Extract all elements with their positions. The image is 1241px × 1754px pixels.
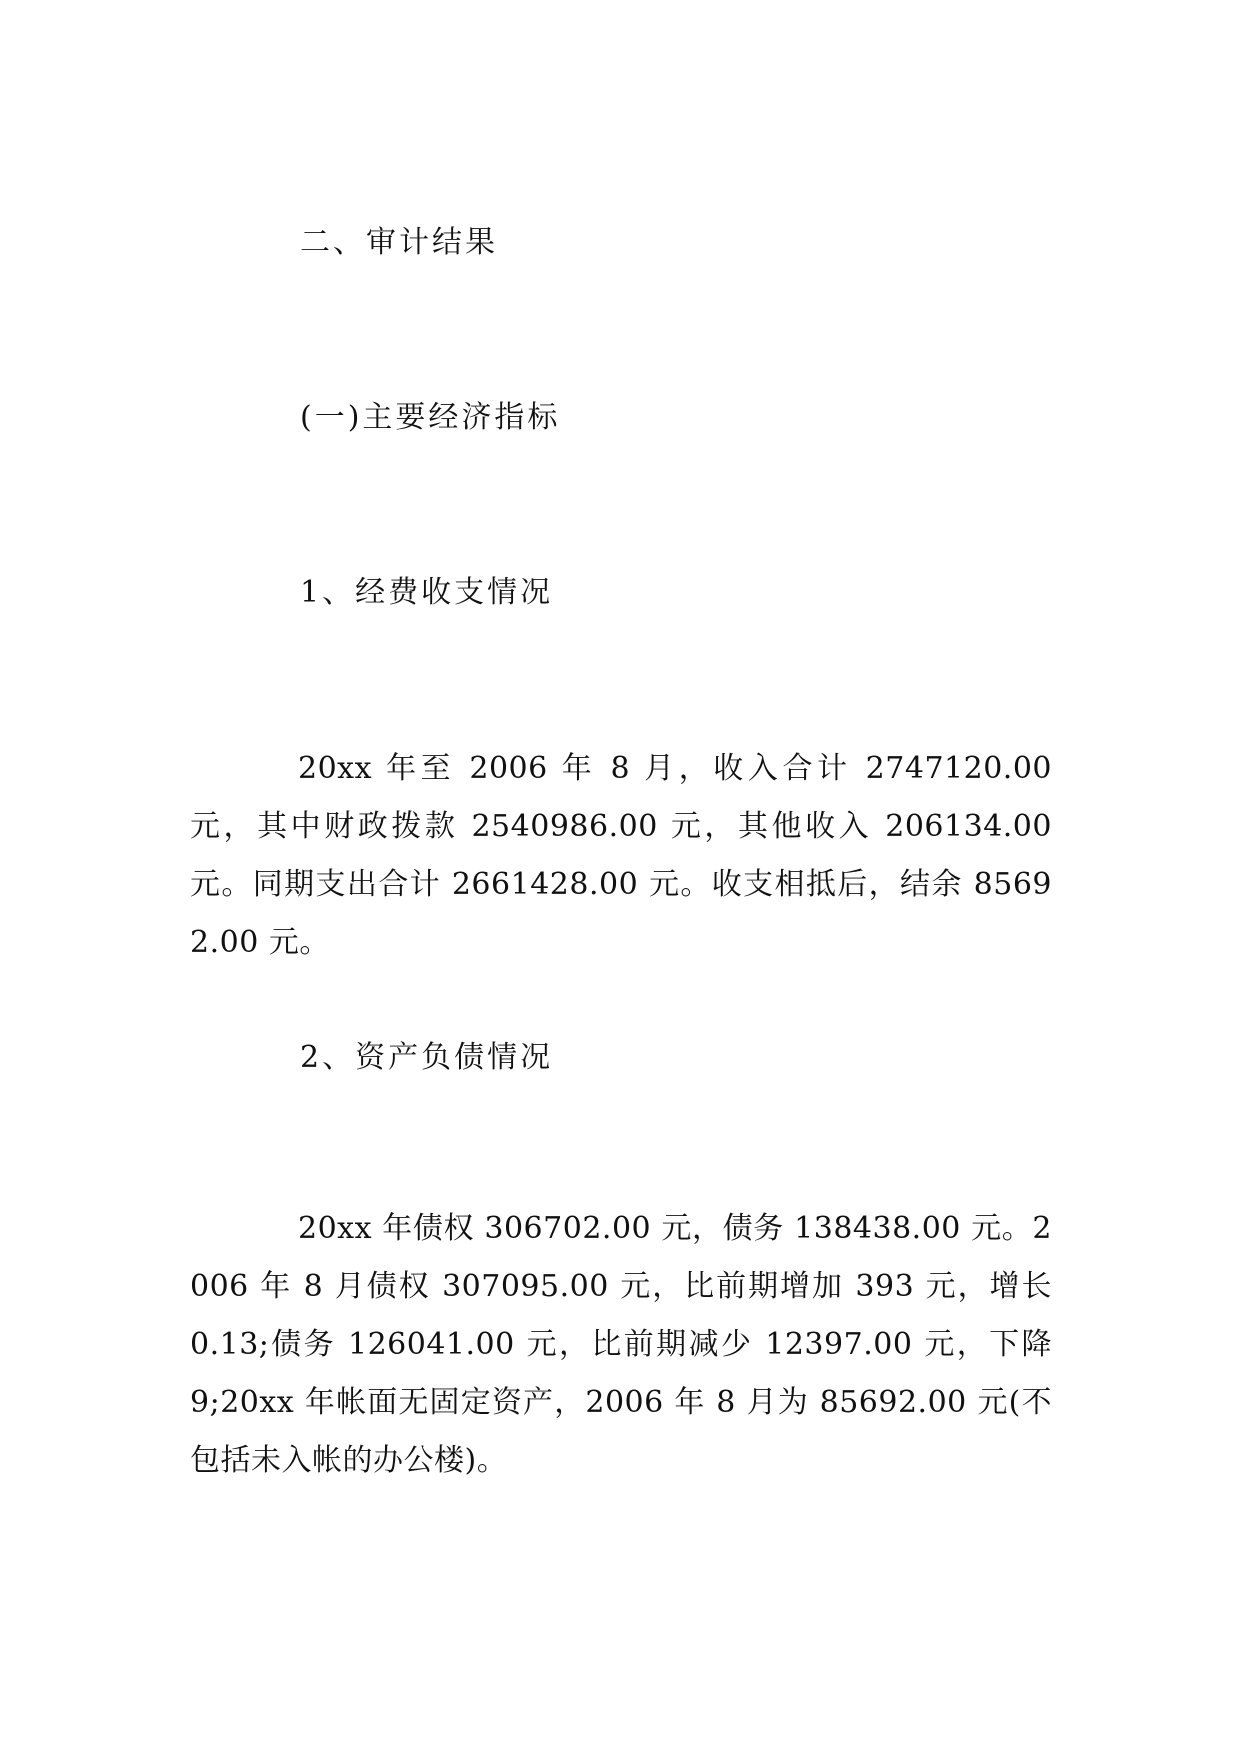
- subsection-heading-economic-indicators: (一)主要经济指标: [300, 400, 561, 435]
- section-heading-audit-results: 二、审计结果: [300, 225, 498, 260]
- item-heading-assets-liabilities: 2、资产负债情况: [300, 1040, 554, 1075]
- paragraph-assets-liabilities: 20xx 年债权 306702.00 元，债务 138438.00 元。2006 年 8 月债权 307095.00 元，比前期增加 393 元，增长 0.13;债务 126041.00 元，比前期减少 12397.00 元，下降 9;20xx 年帐面无固定资产，2006 年 8 月为 85692.00 元(不包括未入帐的办公楼)。: [190, 1211, 1052, 1478]
- item-heading-funding-income-expenditure: 1、经费收支情况: [300, 575, 554, 610]
- paragraph-income-expenditure: 20xx 年至 2006 年 8 月，收入合计 2747120.00 元，其中财政拨款 2540986.00 元，其他收入 206134.00 元。同期支出合计 2661428.00 元。收支相抵后，结余 85692.00 元。: [190, 751, 1052, 960]
